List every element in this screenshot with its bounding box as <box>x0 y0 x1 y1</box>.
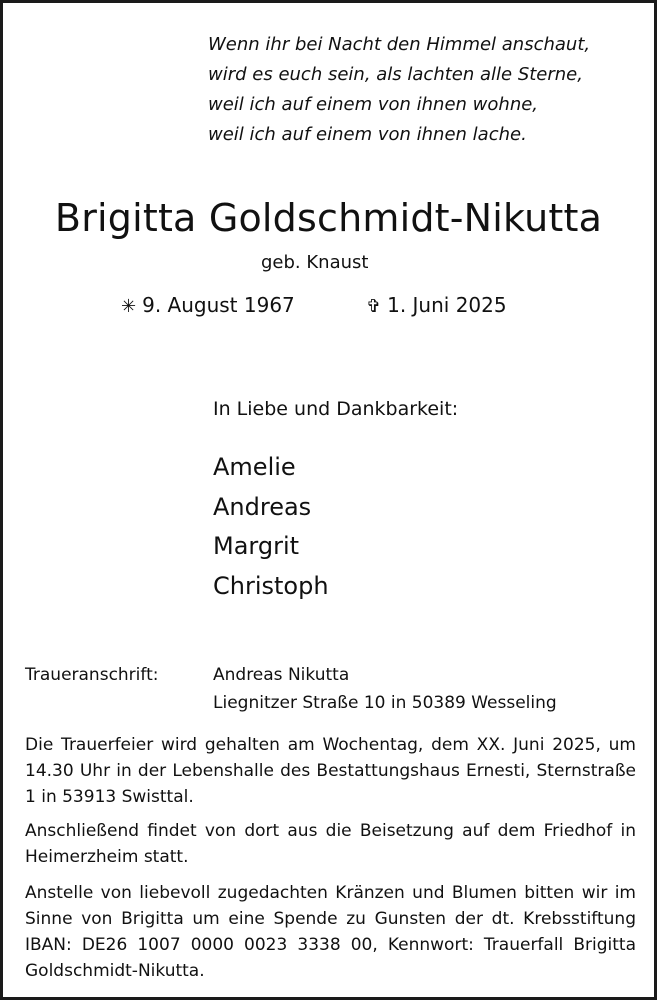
address-street: Liegnitzer Straße 10 in 50389 Wesseling <box>213 693 557 713</box>
mourner-name: Amelie <box>213 453 296 481</box>
birth-date-line <box>121 290 295 322</box>
mourner-name: Christoph <box>213 571 329 600</box>
poem-line: Wenn ihr bei Nacht den Himmel anschaut, <box>208 34 591 55</box>
mourner-name: Andreas <box>213 492 312 521</box>
death-date-line <box>366 290 507 322</box>
address-label: Traueranschrift: <box>25 665 159 685</box>
ceremony-paragraph: Die Trauerfeier wird gehalten am Wochentag, dem XX. Juni 2025, um 14.30 Uhr in der Lebenshalle des Bestattungshaus Ernesti, Sternstraße 1 in 53913 Swisttal. <box>25 735 636 807</box>
poem-line: weil ich auf einem von ihnen wohne, <box>208 94 539 115</box>
mourners-intro: In Liebe und Dankbarkeit: <box>213 398 459 420</box>
death-date: 1. Juni 2025 <box>387 293 507 317</box>
birth-date: 9. August 1967 <box>142 293 295 317</box>
address-block <box>213 661 557 717</box>
poem-block <box>208 30 638 150</box>
death-cross-icon: ✞ <box>366 296 382 317</box>
poem-line: wird es euch sein, als lachten alle Sterne, <box>208 64 583 85</box>
donation-paragraph: Anstelle von liebevoll zugedachten Kränzen und Blumen bitten wir im Sinne von Brigitta um eine Spende zu Gunsten der dt. Krebsstiftung IBAN: DE26 1007 0000 0023 3338 00, Kennwort: Trauerfall Brigitta Goldschmidt-Nikutta. <box>25 883 636 981</box>
birth-star-icon: ✳ <box>121 296 137 317</box>
deceased-name: Brigitta Goldschmidt-Nikutta <box>54 196 603 240</box>
maiden-name: geb. Knaust <box>261 252 369 273</box>
address-name: Andreas Nikutta <box>213 665 350 685</box>
mourner-name: Margrit <box>213 532 300 560</box>
poem-line: weil ich auf einem von ihnen lache. <box>208 124 527 145</box>
mourners-list <box>213 448 329 606</box>
burial-paragraph: Anschließend findet von dort aus die Beisetzung auf dem Friedhof in Heimerzheim statt. <box>25 821 636 867</box>
